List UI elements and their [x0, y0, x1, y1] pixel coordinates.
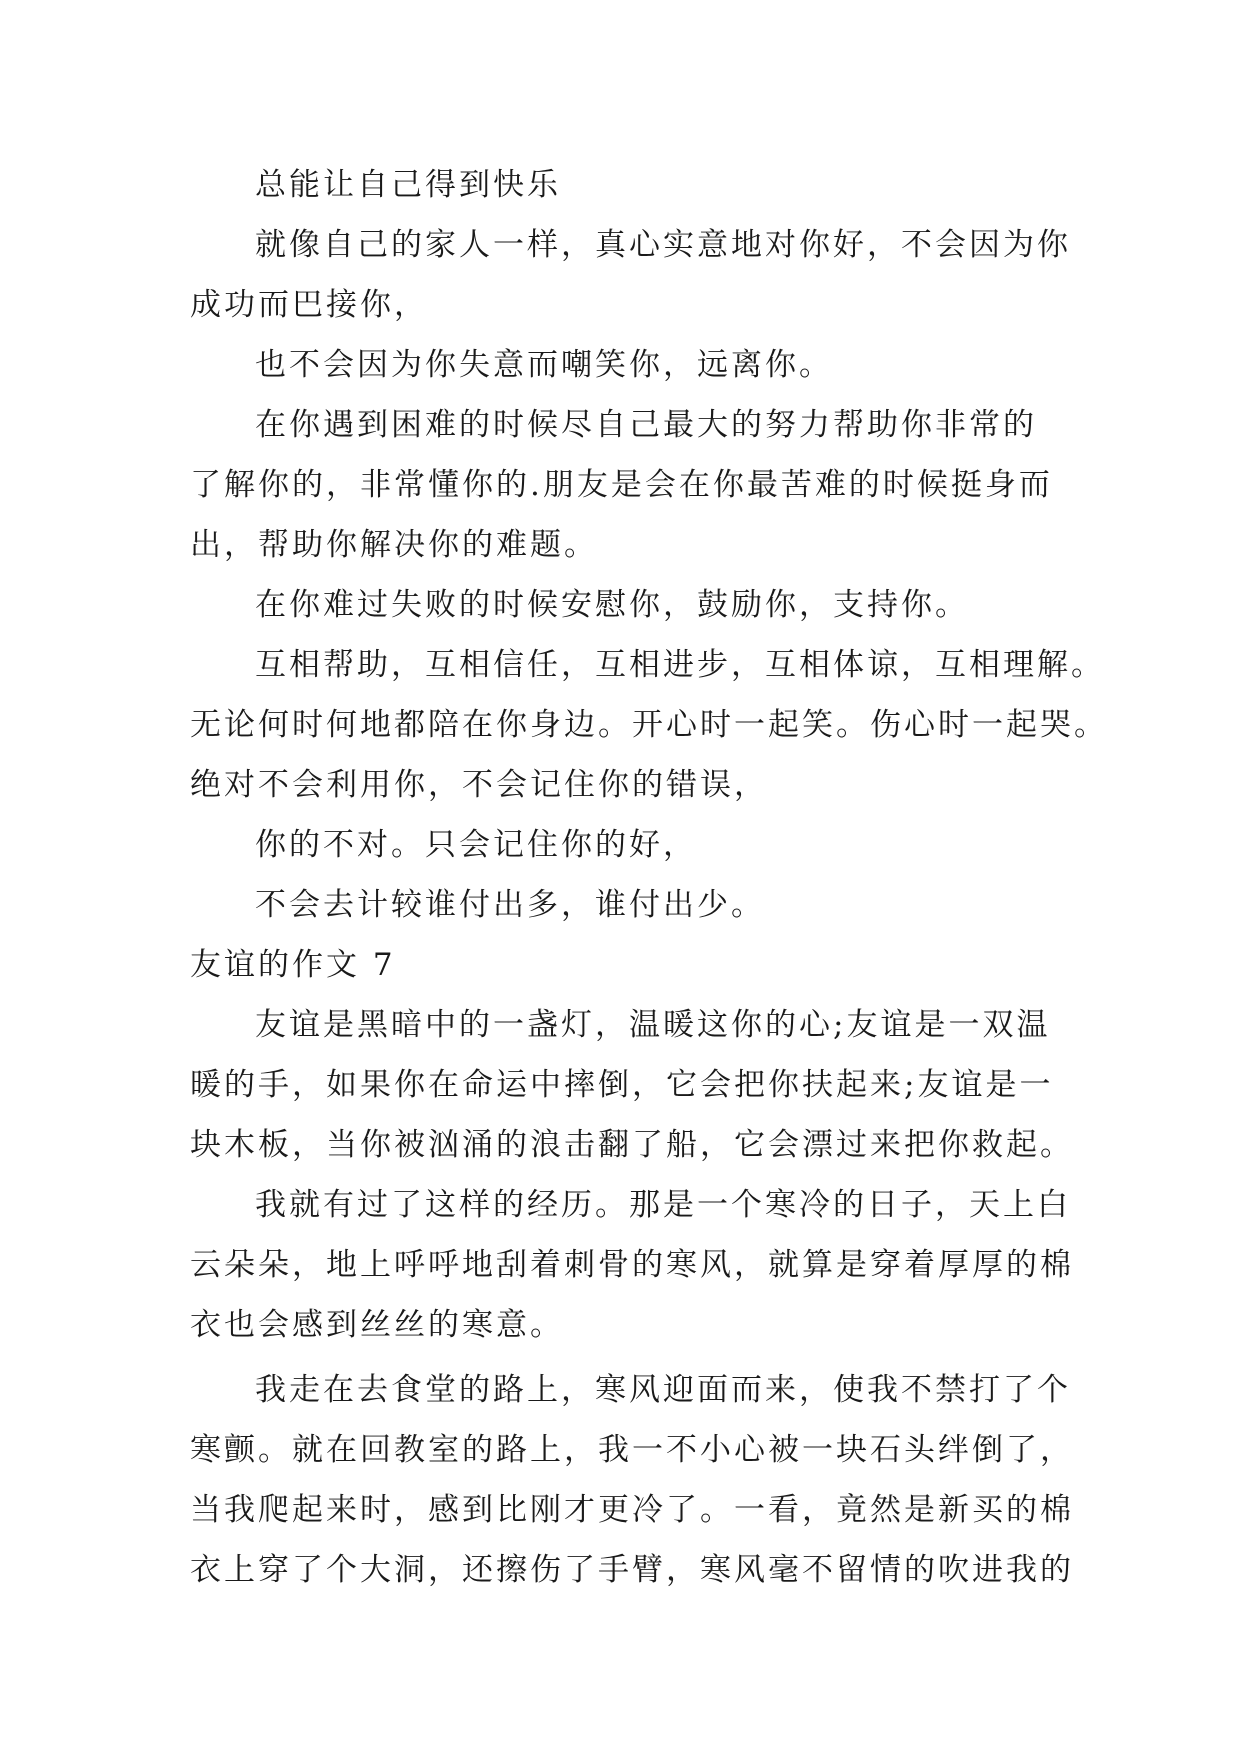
- paragraph-line: 当我爬起来时，感到比刚才更冷了。一看，竟然是新买的棉: [190, 1492, 1074, 1528]
- paragraph-line: 互相帮助，互相信任，互相进步，互相体谅，互相理解。: [255, 647, 1105, 683]
- paragraph-line: 块木板，当你被汹涌的浪击翻了船，它会漂过来把你救起。: [190, 1127, 1074, 1163]
- section-heading: 友谊的作文 7: [190, 947, 396, 983]
- paragraph-line: 衣上穿了个大洞，还擦伤了手臂，寒风毫不留情的吹进我的: [190, 1552, 1074, 1588]
- paragraph-line: 你的不对。只会记住你的好，: [255, 827, 697, 863]
- paragraph-line: 在你难过失败的时候安慰你，鼓励你，支持你。: [255, 587, 969, 623]
- paragraph-line: 我走在去食堂的路上，寒风迎面而来，使我不禁打了个: [255, 1372, 1071, 1408]
- paragraph-line: 了解你的，非常懂你的.朋友是会在你最苦难的时候挺身而: [190, 467, 1053, 503]
- paragraph-line: 总能让自己得到快乐: [255, 167, 561, 203]
- paragraph-line: 衣也会感到丝丝的寒意。: [190, 1307, 564, 1343]
- paragraph-line: 也不会因为你失意而嘲笑你，远离你。: [255, 347, 833, 383]
- paragraph-line: 暖的手，如果你在命运中摔倒，它会把你扶起来;友谊是一: [190, 1067, 1054, 1103]
- paragraph-line: 成功而巴接你，: [190, 287, 428, 323]
- paragraph-line: 不会去计较谁付出多，谁付出少。: [255, 887, 765, 923]
- paragraph-line: 出，帮助你解决你的难题。: [190, 527, 598, 563]
- paragraph-line: 在你遇到困难的时候尽自己最大的努力帮助你非常的: [255, 407, 1037, 443]
- paragraph-line: 无论何时何地都陪在你身边。开心时一起笑。伤心时一起哭。: [190, 707, 1108, 743]
- paragraph-line: 绝对不会利用你，不会记住你的错误，: [190, 767, 768, 803]
- paragraph-line: 我就有过了这样的经历。那是一个寒冷的日子，天上白: [255, 1187, 1071, 1223]
- paragraph-line: 友谊是黑暗中的一盏灯，温暖这你的心;友谊是一双温: [255, 1007, 1051, 1043]
- paragraph-line: 寒颤。就在回教室的路上，我一不小心被一块石头绊倒了，: [190, 1432, 1074, 1468]
- paragraph-line: 就像自己的家人一样，真心实意地对你好，不会因为你: [255, 227, 1071, 263]
- paragraph-line: 云朵朵，地上呼呼地刮着刺骨的寒风，就算是穿着厚厚的棉: [190, 1247, 1074, 1283]
